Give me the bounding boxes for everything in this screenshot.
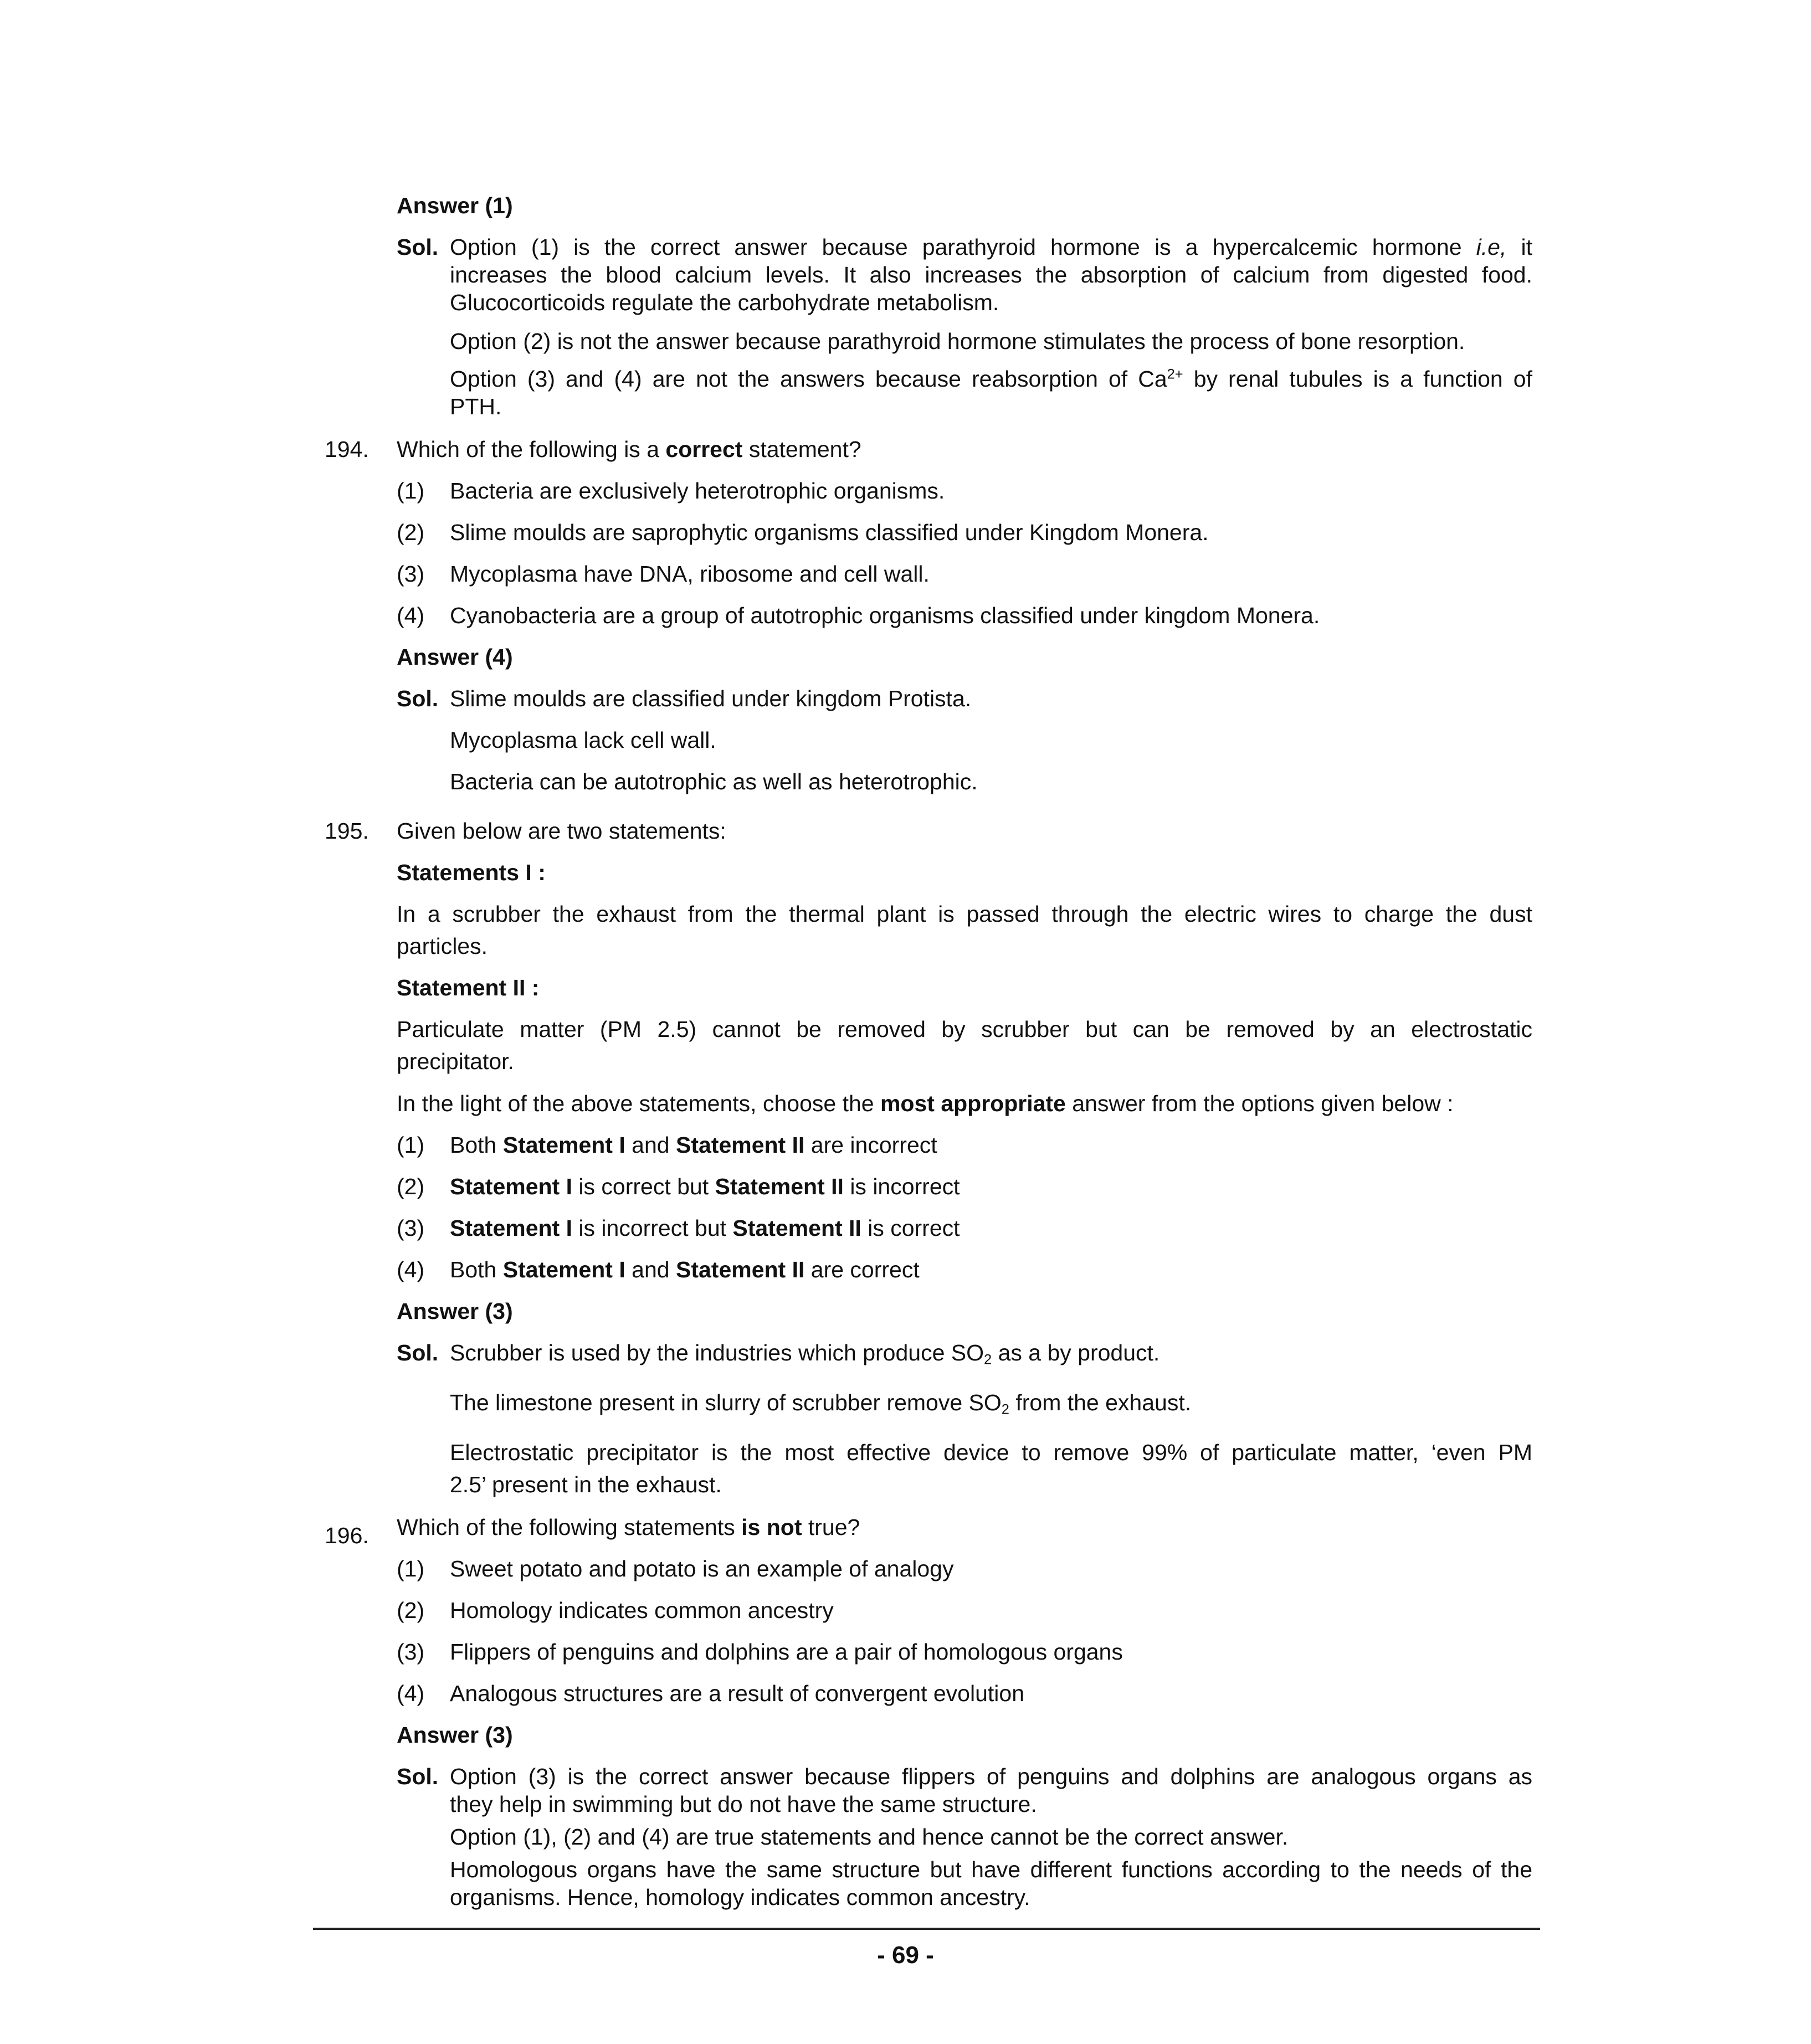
option-label: (4): [397, 1681, 425, 1706]
option-text: Statement I is incorrect but Statement II is correct: [450, 1215, 960, 1241]
option-label: (3): [397, 1639, 425, 1665]
sol-text-line: Option (1), (2) and (4) are true statements and hence cannot be the correct answer.: [450, 1824, 1289, 1850]
sol-label: Sol.: [397, 1340, 439, 1365]
statement-text: particles.: [397, 933, 488, 959]
question-stem: Which of the following is a correct statement?: [397, 436, 861, 462]
option-text: Cyanobacteria are a group of autotrophic organisms classified under kingdom Monera.: [450, 603, 1320, 628]
answer-label: Answer (4): [397, 644, 513, 670]
question-number: 195.: [325, 818, 369, 844]
option-label: (4): [397, 1257, 425, 1282]
statement-heading: Statement II :: [397, 975, 540, 1000]
sol-label: Sol.: [397, 1764, 439, 1789]
option-label: (3): [397, 561, 425, 587]
instruction-text: In the light of the above statements, choose the most appropriate answer from the options given below :: [397, 1091, 1454, 1116]
sol-text-line: organisms. Hence, homology indicates common ancestry.: [450, 1884, 1030, 1910]
sol-text-line: Option (1) is the correct answer because parathyroid hormone is a hypercalcemic hormone i.e, it: [450, 234, 1532, 260]
option-label: (3): [397, 1215, 425, 1241]
answer-label: Answer (3): [397, 1298, 513, 1324]
statement-text: In a scrubber the exhaust from the thermal plant is passed through the electric wires to charge the dust: [397, 901, 1532, 927]
option-text: Statement I is correct but Statement II is incorrect: [450, 1174, 960, 1199]
sol-text-line: PTH.: [450, 394, 502, 419]
option-label: (1): [397, 1556, 425, 1581]
option-text: Bacteria are exclusively heterotrophic organisms.: [450, 478, 945, 504]
option-text: Analogous structures are a result of convergent evolution: [450, 1681, 1024, 1706]
option-label: (4): [397, 603, 425, 628]
option-text: Homology indicates common ancestry: [450, 1598, 834, 1623]
sol-text-line: Scrubber is used by the industries which produce $SO_2$ as a by product.: [450, 1340, 1160, 1368]
sol-text-line: Option (3) is the correct answer because flippers of penguins and dolphins are analogous organs as: [450, 1764, 1532, 1789]
sol-text-line: Homologous organs have the same structure but have different functions according to the needs of the: [450, 1857, 1532, 1882]
sol-text-line: 2.5’ present in the exhaust.: [450, 1472, 722, 1497]
sol-text-line: Slime moulds are classified under kingdom Protista.: [450, 686, 972, 711]
question-stem: Which of the following statements is not true?: [397, 1514, 860, 1540]
sol-text-line: Option (2) is not the answer because parathyroid hormone stimulates the process of bone resorption.: [450, 328, 1465, 354]
page-number: - 69 -: [877, 1942, 934, 1969]
footer-rule: [313, 1928, 1540, 1930]
option-label: (2): [397, 1598, 425, 1623]
question-stem: Given below are two statements:: [397, 818, 726, 844]
sol-text-line: increases the blood calcium levels. It also increases the absorption of calcium from digested food.: [450, 262, 1532, 287]
option-label: (2): [397, 520, 425, 545]
sol-text-line: they help in swimming but do not have the same structure.: [450, 1791, 1037, 1817]
sol-text-line: Electrostatic precipitator is the most effective device to remove 99% of particulate matter, ‘even PM: [450, 1440, 1532, 1465]
sol-text-line: The limestone present in slurry of scrubber remove $SO_2$ from the exhaust.: [450, 1390, 1192, 1418]
option-text: Slime moulds are saprophytic organisms classified under Kingdom Monera.: [450, 520, 1209, 545]
statement-text: Particulate matter (PM 2.5) cannot be removed by scrubber but can be removed by an electrostatic: [397, 1016, 1532, 1042]
option-text: Sweet potato and potato is an example of analogy: [450, 1556, 954, 1581]
option-text: Mycoplasma have DNA, ribosome and cell wall.: [450, 561, 930, 587]
statement-heading: Statements I :: [397, 860, 546, 885]
question-number: 196.: [325, 1523, 369, 1548]
answer-label: Answer (1): [397, 193, 513, 218]
option-label: (2): [397, 1174, 425, 1199]
option-text: Both Statement I and Statement II are correct: [450, 1257, 920, 1282]
sol-text-line: Option (3) and (4) are not the answers because reabsorption of $Ca^{2+}$ by renal tubules is a function of: [450, 366, 1532, 392]
option-text: Both Statement I and Statement II are incorrect: [450, 1132, 937, 1158]
answer-label: Answer (3): [397, 1722, 513, 1748]
option-text: Flippers of penguins and dolphins are a pair of homologous organs: [450, 1639, 1123, 1665]
sol-text-line: Glucocorticoids regulate the carbohydrate metabolism.: [450, 290, 999, 315]
question-number: 194.: [325, 436, 369, 462]
sol-text-line: Mycoplasma lack cell wall.: [450, 727, 716, 753]
sol-label: Sol.: [397, 686, 439, 711]
option-label: (1): [397, 478, 425, 504]
statement-text: precipitator.: [397, 1049, 514, 1074]
sol-text-line: Bacteria can be autotrophic as well as heterotrophic.: [450, 769, 978, 794]
sol-label: Sol.: [397, 234, 439, 260]
option-label: (1): [397, 1132, 425, 1158]
